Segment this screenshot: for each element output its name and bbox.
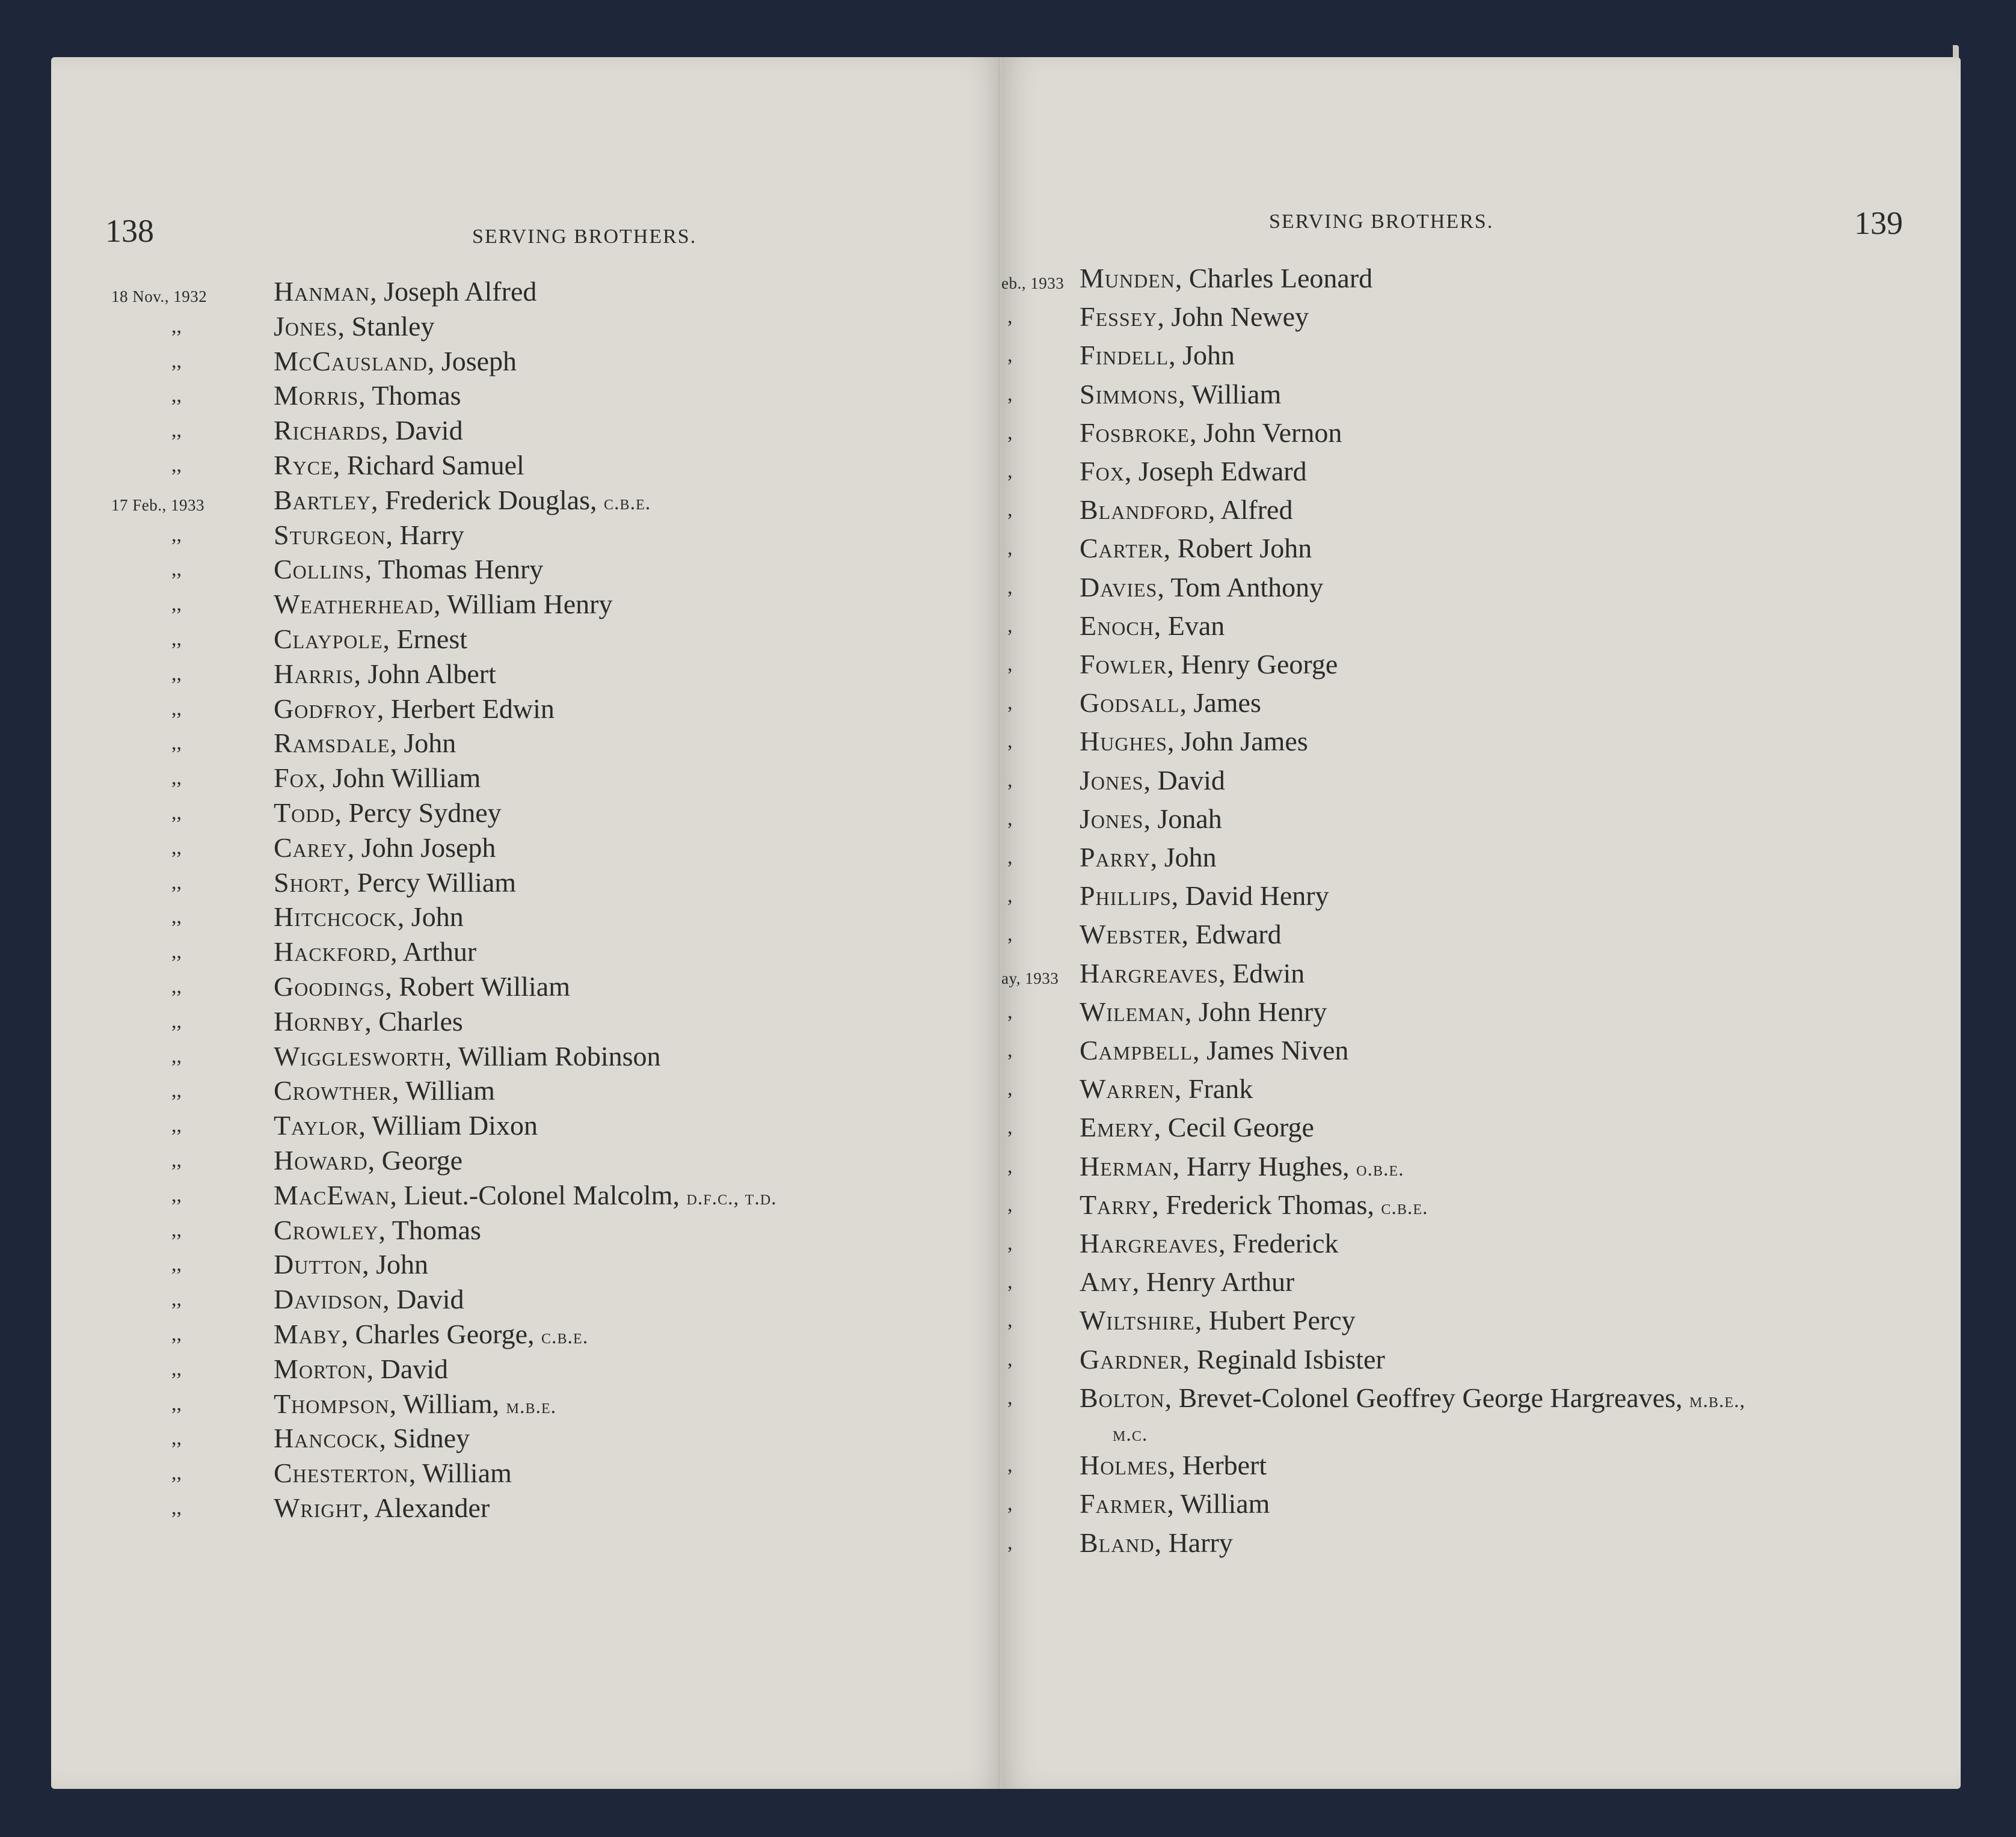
given-names: , Lieut.-Colonel Malcolm, bbox=[390, 1179, 687, 1210]
ditto-mark: ,, bbox=[171, 1497, 182, 1519]
entry-name bbox=[274, 796, 502, 830]
entry-name bbox=[1080, 918, 1282, 951]
entry-name bbox=[1080, 339, 1235, 372]
surname: Sturgeon bbox=[274, 519, 386, 550]
surname: Morris bbox=[274, 380, 359, 411]
ditto-mark: ,, bbox=[171, 1392, 182, 1415]
entry-name bbox=[1080, 841, 1217, 874]
surname: Tarry bbox=[1080, 1189, 1152, 1220]
ditto-mark: , bbox=[1007, 1193, 1013, 1216]
honours: m.b.e., bbox=[1689, 1389, 1746, 1412]
given-names: , Henry George bbox=[1167, 649, 1338, 679]
surname: Carey bbox=[274, 832, 348, 863]
surname: Chesterton bbox=[274, 1458, 409, 1489]
surname: Hargreaves bbox=[1080, 957, 1219, 989]
ditto-mark: , bbox=[1007, 1078, 1013, 1100]
given-names: , Thomas bbox=[378, 1214, 481, 1245]
entry-name bbox=[274, 1213, 481, 1247]
given-names: , William bbox=[408, 1458, 512, 1489]
entry-name bbox=[1080, 609, 1225, 643]
entry-name bbox=[274, 831, 496, 865]
ditto-mark: , bbox=[1007, 537, 1013, 560]
ditto-mark: , bbox=[1007, 382, 1013, 405]
ditto-mark: , bbox=[1007, 421, 1013, 444]
given-names: , Sidney bbox=[379, 1423, 470, 1454]
given-names: , Edward bbox=[1181, 919, 1282, 950]
honours: d.f.c., t.d. bbox=[686, 1186, 777, 1209]
given-names: , David bbox=[366, 1353, 449, 1384]
surname: Collins bbox=[274, 554, 365, 585]
ditto-mark: ,, bbox=[171, 1044, 182, 1067]
entry-name bbox=[1080, 1449, 1267, 1482]
surname: Fox bbox=[1080, 456, 1125, 486]
ditto-mark: ,, bbox=[171, 1183, 182, 1206]
given-names: , Richard Samuel bbox=[333, 450, 524, 480]
ditto-mark: ,, bbox=[171, 1010, 182, 1032]
ditto-mark: , bbox=[1007, 1454, 1013, 1477]
entry-name bbox=[1080, 416, 1342, 450]
surname: Hughes bbox=[1080, 726, 1167, 757]
surname: Ryce bbox=[274, 450, 333, 480]
entry-name bbox=[274, 379, 461, 412]
entry-name bbox=[274, 310, 434, 343]
ditto-mark: ,, bbox=[171, 1288, 182, 1311]
given-names: , David bbox=[383, 1284, 464, 1315]
given-names: , Evan bbox=[1154, 610, 1225, 641]
surname: McCausland bbox=[274, 345, 428, 376]
ditto-mark: , bbox=[1007, 1232, 1013, 1254]
entry-name bbox=[274, 1040, 661, 1073]
ditto-mark: ,, bbox=[171, 1079, 182, 1102]
given-names: , John bbox=[1169, 340, 1235, 371]
entry-name bbox=[1080, 300, 1309, 334]
entry-name bbox=[274, 1074, 495, 1108]
entry-name bbox=[274, 622, 467, 656]
entry-name bbox=[274, 761, 481, 795]
surname: Davidson bbox=[274, 1284, 383, 1315]
ditto-mark: , bbox=[1007, 1386, 1013, 1409]
entry-name bbox=[1080, 995, 1327, 1029]
surname: Amy bbox=[1080, 1266, 1132, 1298]
given-names: , William Dixon bbox=[358, 1110, 538, 1141]
page-number: 139 bbox=[1854, 205, 1903, 241]
surname: Crowther bbox=[274, 1075, 392, 1106]
given-names: , Alfred bbox=[1208, 494, 1293, 526]
ditto-mark: ,, bbox=[171, 1323, 182, 1345]
surname: Fox bbox=[274, 762, 319, 794]
ditto-mark: , bbox=[1007, 1155, 1013, 1177]
entry-name bbox=[274, 275, 536, 308]
surname: Parry bbox=[1080, 842, 1151, 872]
surname: Claypole bbox=[274, 624, 383, 654]
ditto-mark: , bbox=[1007, 923, 1013, 946]
entry-name bbox=[274, 1387, 556, 1424]
given-names: , Jonah bbox=[1143, 803, 1222, 834]
given-names: , John bbox=[390, 728, 456, 759]
surname: Maby bbox=[274, 1319, 342, 1349]
running-head: SERVING BROTHERS. bbox=[1269, 210, 1494, 233]
given-names: , Frederick Douglas, bbox=[370, 484, 604, 515]
given-names: , Harry bbox=[386, 519, 464, 550]
given-names: , Alexander bbox=[362, 1492, 490, 1523]
ditto-mark: , bbox=[1007, 1039, 1013, 1061]
given-names: , Joseph bbox=[427, 345, 517, 376]
surname: Hornby bbox=[274, 1005, 365, 1037]
given-names: , John Henry bbox=[1184, 996, 1327, 1027]
entry-name bbox=[1080, 1072, 1253, 1106]
given-names: , William bbox=[1167, 1488, 1270, 1520]
surname: Howard bbox=[274, 1145, 368, 1176]
honours-continuation: m.c. bbox=[1113, 1423, 1148, 1446]
surname: Hanman bbox=[274, 276, 370, 307]
surname: Fosbroke bbox=[1080, 417, 1190, 448]
given-names: , William Robinson bbox=[444, 1040, 661, 1072]
entry-name bbox=[274, 1144, 463, 1177]
given-names: , Robert John bbox=[1163, 533, 1312, 564]
given-names: , John James bbox=[1167, 726, 1308, 757]
given-names: , Charles George, bbox=[341, 1319, 542, 1349]
entry-name bbox=[274, 692, 555, 726]
left-page bbox=[51, 57, 1001, 1789]
honours: c.b.e. bbox=[604, 491, 651, 514]
ditto-mark: , bbox=[1007, 1531, 1013, 1554]
entry-name bbox=[1080, 1304, 1356, 1337]
given-names: , Frank bbox=[1174, 1073, 1253, 1105]
surname: Enoch bbox=[1080, 610, 1154, 641]
ditto-mark: ,, bbox=[171, 697, 182, 720]
given-names: , Frederick Thomas, bbox=[1152, 1189, 1381, 1220]
given-names: , Joseph Edward bbox=[1124, 456, 1307, 486]
surname: Wileman bbox=[1080, 996, 1185, 1027]
surname: Dutton bbox=[274, 1249, 363, 1280]
honours: c.b.e. bbox=[541, 1326, 589, 1348]
entry-name bbox=[1080, 1150, 1404, 1186]
surname: Fowler bbox=[1080, 649, 1167, 679]
surname: Godsall bbox=[1080, 687, 1180, 719]
ditto-mark: , bbox=[1007, 1271, 1013, 1293]
ditto-mark: ,, bbox=[171, 593, 182, 616]
given-names: , Thomas Henry bbox=[364, 554, 544, 585]
surname: MacEwan bbox=[274, 1179, 390, 1210]
ditto-mark: ,, bbox=[171, 906, 182, 928]
surname: Wiltshire bbox=[1080, 1305, 1195, 1336]
surname: Hitchcock bbox=[274, 901, 398, 933]
surname: Bland bbox=[1080, 1527, 1155, 1558]
given-names: , Edwin bbox=[1219, 957, 1305, 989]
surname: Morton bbox=[274, 1353, 367, 1384]
ditto-mark: , bbox=[1007, 1309, 1013, 1332]
right-page bbox=[1001, 57, 1961, 1789]
surname: Bartley bbox=[274, 484, 371, 515]
entry-name bbox=[274, 1352, 448, 1386]
surname: Godfroy bbox=[274, 693, 377, 724]
ditto-mark: ,, bbox=[171, 1462, 182, 1485]
given-names: , William bbox=[392, 1075, 495, 1106]
surname: Bolton bbox=[1080, 1382, 1165, 1413]
ditto-mark: , bbox=[1007, 1116, 1013, 1139]
given-names: , John William bbox=[318, 762, 481, 794]
given-names: , David Henry bbox=[1171, 880, 1329, 912]
surname: Wright bbox=[274, 1492, 363, 1523]
surname: Holmes bbox=[1080, 1450, 1169, 1481]
surname: Warren bbox=[1080, 1073, 1175, 1105]
entry-name bbox=[1080, 262, 1372, 295]
entry-name bbox=[274, 1248, 428, 1281]
ditto-mark: ,, bbox=[171, 454, 182, 476]
ditto-mark: , bbox=[1007, 344, 1013, 367]
entry-name bbox=[274, 1421, 470, 1455]
entry-name bbox=[1080, 1227, 1338, 1260]
given-names: , Tom Anthony bbox=[1157, 571, 1324, 603]
ditto-mark: ,, bbox=[171, 419, 182, 442]
entry-name bbox=[1080, 1265, 1294, 1299]
ditto-mark: ,, bbox=[171, 662, 182, 685]
entry-name bbox=[274, 900, 464, 934]
given-names: , William, bbox=[389, 1388, 506, 1419]
given-names: , Reginald Isbister bbox=[1182, 1343, 1385, 1375]
ditto-mark: , bbox=[1007, 692, 1013, 714]
given-names: , John bbox=[362, 1249, 428, 1280]
ditto-mark: ,, bbox=[171, 1253, 182, 1276]
entry-name bbox=[1080, 1381, 1745, 1452]
given-names: , Charles Leonard bbox=[1175, 263, 1373, 293]
given-names: , Harry bbox=[1154, 1527, 1233, 1558]
entry-name bbox=[274, 1109, 538, 1142]
entry-name bbox=[1080, 378, 1281, 411]
surname: Farmer bbox=[1080, 1488, 1167, 1520]
entry-name bbox=[274, 726, 456, 760]
ditto-mark: , bbox=[1007, 305, 1013, 328]
given-names: , Henry Arthur bbox=[1132, 1266, 1295, 1298]
ditto-mark: ,, bbox=[171, 732, 182, 755]
ditto-mark: , bbox=[1007, 1492, 1013, 1515]
ditto-mark: ,, bbox=[171, 836, 182, 859]
entry-name bbox=[1080, 455, 1307, 488]
ditto-mark: ,, bbox=[171, 802, 182, 824]
honours: m.b.e. bbox=[506, 1395, 557, 1418]
entry-name bbox=[1080, 1111, 1314, 1144]
surname: Todd bbox=[274, 797, 335, 828]
given-names: , John Newey bbox=[1157, 301, 1309, 333]
ditto-mark: ,, bbox=[171, 558, 182, 581]
surname: Wigglesworth bbox=[274, 1040, 445, 1072]
ditto-mark: ,, bbox=[171, 767, 182, 790]
ditto-mark: ,, bbox=[171, 975, 182, 998]
given-names: , George bbox=[367, 1145, 463, 1176]
ditto-mark: , bbox=[1007, 498, 1013, 521]
entry-name bbox=[274, 1317, 588, 1354]
given-names: , Charles bbox=[364, 1005, 463, 1037]
entry-name bbox=[1080, 532, 1312, 565]
ditto-mark: , bbox=[1007, 730, 1013, 753]
entry-name bbox=[274, 553, 543, 586]
ditto-mark: , bbox=[1007, 807, 1013, 830]
surname: Jones bbox=[274, 310, 338, 342]
surname: Findell bbox=[1080, 340, 1169, 371]
surname: Harris bbox=[274, 658, 354, 689]
surname: Simmons bbox=[1080, 378, 1179, 409]
ditto-mark: ,, bbox=[171, 314, 182, 337]
entry-name bbox=[274, 587, 612, 621]
given-names: , Stanley bbox=[337, 310, 435, 342]
entry-name bbox=[274, 1491, 490, 1525]
surname: Phillips bbox=[1080, 880, 1172, 912]
given-names: , John Albert bbox=[354, 658, 496, 689]
given-names: , William Henry bbox=[433, 589, 613, 620]
entry-date: eb., 1933 bbox=[1001, 274, 1065, 292]
given-names: , David bbox=[381, 415, 463, 446]
ditto-mark: ,, bbox=[171, 349, 182, 372]
surname: Webster bbox=[1080, 919, 1182, 950]
given-names: , Herbert Edwin bbox=[376, 693, 555, 724]
entry-name bbox=[274, 518, 464, 552]
surname: Ramsdale bbox=[274, 728, 390, 759]
surname: Short bbox=[274, 866, 343, 898]
surname: Emery bbox=[1080, 1112, 1154, 1143]
honours: c.b.e. bbox=[1381, 1196, 1428, 1219]
entry-name bbox=[1080, 1343, 1385, 1376]
entry-date: 17 Feb., 1933 bbox=[111, 495, 204, 514]
given-names: , Joseph Alfred bbox=[370, 276, 537, 307]
surname: Hancock bbox=[274, 1423, 380, 1454]
given-names: , James Niven bbox=[1193, 1035, 1349, 1066]
entry-name bbox=[274, 1005, 463, 1038]
given-names: , John bbox=[1150, 842, 1217, 872]
entry-name bbox=[1080, 802, 1222, 836]
ditto-mark: , bbox=[1007, 885, 1013, 907]
surname: Jones bbox=[1080, 764, 1144, 796]
surname: Hackford bbox=[274, 936, 391, 968]
ditto-mark: ,, bbox=[171, 384, 182, 407]
surname: Richards bbox=[274, 415, 382, 446]
ditto-mark: , bbox=[1007, 460, 1013, 482]
ditto-mark: , bbox=[1007, 1348, 1013, 1370]
entry-name bbox=[274, 1179, 777, 1215]
surname: Goodings bbox=[274, 971, 386, 1002]
ditto-mark: ,, bbox=[171, 1114, 182, 1137]
surname: Carter bbox=[1080, 533, 1164, 564]
entry-name bbox=[274, 414, 463, 447]
given-names: , David bbox=[1143, 764, 1225, 796]
surname: Munden bbox=[1080, 263, 1175, 293]
given-names: , John Joseph bbox=[347, 832, 496, 863]
surname: Crowley bbox=[274, 1214, 379, 1245]
given-names: , Percy Sydney bbox=[334, 797, 502, 828]
entry-date: ay, 1933 bbox=[1001, 969, 1059, 987]
entry-name bbox=[274, 449, 524, 482]
surname: Herman bbox=[1080, 1150, 1173, 1182]
given-names: , Robert William bbox=[385, 971, 570, 1002]
entry-name bbox=[1080, 725, 1308, 758]
given-names: , Hubert Percy bbox=[1194, 1305, 1356, 1336]
given-names: , Percy William bbox=[343, 866, 517, 898]
entry-name bbox=[1080, 764, 1225, 797]
given-names: , James bbox=[1179, 687, 1261, 719]
ditto-mark: , bbox=[1007, 614, 1013, 637]
ditto-mark: , bbox=[1007, 846, 1013, 868]
entry-name bbox=[274, 345, 517, 378]
ditto-mark: ,, bbox=[171, 940, 182, 963]
entry-name bbox=[274, 935, 476, 969]
given-names: , John bbox=[397, 901, 464, 933]
ditto-mark: ,, bbox=[171, 871, 182, 894]
entry-name bbox=[1080, 1487, 1270, 1521]
entry-name bbox=[1080, 1188, 1428, 1225]
surname: Campbell bbox=[1080, 1035, 1193, 1066]
surname: Hargreaves bbox=[1080, 1228, 1219, 1259]
entry-name bbox=[274, 866, 516, 900]
ditto-mark: ,, bbox=[171, 523, 182, 546]
entry-name bbox=[1080, 879, 1329, 913]
running-head: SERVING BROTHERS. bbox=[472, 225, 697, 248]
entry-name bbox=[1080, 493, 1292, 527]
entry-name bbox=[1080, 571, 1323, 604]
entry-name bbox=[1080, 957, 1305, 990]
given-names: , Frederick bbox=[1219, 1228, 1339, 1259]
surname: Gardner bbox=[1080, 1343, 1183, 1375]
ditto-mark: ,, bbox=[171, 1357, 182, 1380]
surname: Weatherhead bbox=[274, 589, 434, 620]
entry-name bbox=[1080, 686, 1261, 720]
given-names: , John Vernon bbox=[1189, 417, 1342, 448]
ditto-mark: ,, bbox=[171, 628, 182, 650]
surname: Blandford bbox=[1080, 494, 1208, 526]
given-names: , Herbert bbox=[1168, 1450, 1267, 1481]
given-names: , Cecil George bbox=[1154, 1112, 1314, 1143]
given-names: , Arthur bbox=[390, 936, 477, 968]
ditto-mark: , bbox=[1007, 1000, 1013, 1023]
ditto-mark: ,, bbox=[171, 1427, 182, 1450]
entry-name bbox=[1080, 1034, 1348, 1067]
ditto-mark: ,, bbox=[171, 1218, 182, 1241]
surname: Davies bbox=[1080, 571, 1158, 603]
given-names: , William bbox=[1178, 378, 1282, 409]
given-names: , Harry Hughes, bbox=[1172, 1150, 1357, 1182]
entry-name bbox=[274, 970, 570, 1004]
ditto-mark: ,, bbox=[171, 1149, 182, 1171]
entry-name bbox=[274, 483, 651, 520]
entry-name bbox=[274, 1283, 464, 1316]
entry-name bbox=[274, 657, 496, 691]
surname: Fessey bbox=[1080, 301, 1158, 333]
page-number: 138 bbox=[105, 213, 154, 249]
ditto-mark: , bbox=[1007, 653, 1013, 675]
given-names: , Ernest bbox=[383, 624, 468, 654]
surname: Jones bbox=[1080, 803, 1144, 834]
entry-name bbox=[274, 1456, 512, 1490]
entry-name bbox=[1080, 648, 1338, 681]
entry-name bbox=[1080, 1526, 1233, 1560]
honours: o.b.e. bbox=[1356, 1158, 1404, 1180]
surname: Taylor bbox=[274, 1110, 359, 1141]
entry-date: 18 Nov., 1932 bbox=[111, 287, 207, 305]
surname: Thompson bbox=[274, 1388, 390, 1419]
ditto-mark: , bbox=[1007, 768, 1013, 791]
given-names: , Thomas bbox=[358, 380, 461, 411]
ditto-mark: , bbox=[1007, 575, 1013, 598]
given-names: , Brevet-Colonel Geoffrey George Hargreaves, bbox=[1164, 1382, 1689, 1413]
